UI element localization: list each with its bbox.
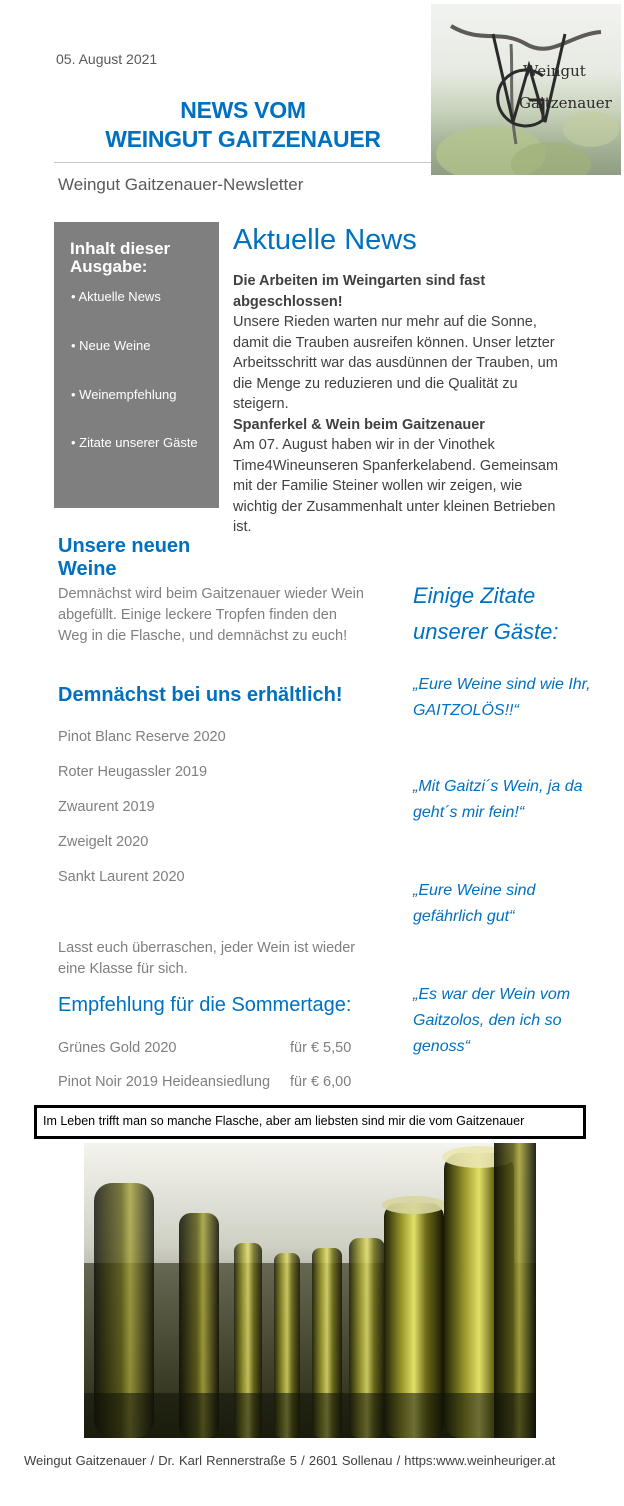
footer-address: Weingut Gaitzenauer / Dr. Karl Rennerstraße 5 / 2601 Sollenau / https:www.weinheuriger.at <box>24 1453 556 1468</box>
wine-bottles-photo <box>84 1143 536 1438</box>
toc-item-neue-weine[interactable]: • Neue Weine <box>71 338 151 353</box>
new-wines-heading <box>58 535 190 581</box>
newsletter-subtitle: Weingut Gaitzenauer-Newsletter <box>58 175 304 194</box>
news-subheading-work: Die Arbeiten im Weingarten sind fast abgeschlossen! <box>233 273 486 310</box>
slogan-text: Im Leben trifft man so manche Flasche, aber am liebsten sind mir die vom Gaitzenauer <box>43 1114 525 1128</box>
toc-title <box>70 240 170 276</box>
new-wines-text: Demnächst wird beim Gaitzenauer wieder Wein abgefüllt. Einige leckere Tropfen finden den Weg in die Flasche, und demnächst zu euch! <box>58 586 364 644</box>
guest-quote: „Es war der Wein vom Gaitzolos, den ich so genoss“ <box>413 986 571 1055</box>
news-text-event: Am 07. August haben wir in der Vinothek Time4Wineunseren Spanferkelabend. Gemeinsam mit der Familie Steiner wollen wir zeigen, wie wichtig der Zusammenhalt unter kleinen Betrieben ist. <box>233 437 559 535</box>
news-article <box>233 271 563 538</box>
new-wines-heading-line-1: Unsere neuen <box>58 535 191 557</box>
recommendation-wine-price: für € 6,00 <box>290 1074 352 1090</box>
newsletter-date: 05. August 2021 <box>56 51 158 67</box>
winery-logo <box>431 4 621 175</box>
logo-text-weingut: Weingut <box>523 62 586 80</box>
table-of-contents <box>54 222 219 508</box>
bottles-artwork <box>84 1143 536 1438</box>
guest-quote: „Eure Weine sind gefährlich gut“ <box>413 882 536 925</box>
news-text-work: Unsere Rieden warten nur mehr auf die Sonne, damit die Trauben ausreifen können. Unser letzter Arbeitsschritt war das ausdünnen der Trauben, um die Menge zu reduzieren und die Qualität zu steigern. <box>233 314 558 412</box>
news-subheading-event: Spanferkel & Wein beim Gaitzenauer <box>233 416 485 433</box>
wine-list-item: Zwaurent 2019 <box>58 799 155 815</box>
page-title-line-1: NEWS VOM <box>180 97 306 123</box>
news-heading: Aktuelle News <box>233 224 417 256</box>
slogan-banner <box>34 1105 586 1139</box>
wine-list-item: Sankt Laurent 2020 <box>58 869 185 885</box>
page-title <box>60 96 426 154</box>
new-wines-heading-line-2: Weine <box>58 558 117 580</box>
guest-quote: „Mit Gaitzi´s Wein, ja da geht´s mir fein!“ <box>413 778 583 821</box>
toc-item-zitate[interactable]: • Zitate unserer Gäste <box>71 435 198 450</box>
logo-text-gaitzenauer: Gaitzenauer <box>519 94 612 112</box>
toc-title-line-2: Ausgabe: <box>70 257 148 276</box>
recommendation-wine-name: Grünes Gold 2020 <box>58 1040 177 1056</box>
toc-title-line-1: Inhalt dieser <box>70 239 171 258</box>
recommendation-heading: Empfehlung für die Sommertage: <box>58 994 352 1016</box>
coming-soon-heading: Demnächst bei uns erhältlich! <box>58 684 343 706</box>
toc-item-weinempfehlung[interactable]: • Weinempfehlung <box>71 387 177 402</box>
logo-artwork <box>431 4 621 175</box>
wine-list-item: Roter Heugassler 2019 <box>58 764 208 780</box>
surprise-text: Lasst euch überraschen, jeder Wein ist wieder eine Klasse für sich. <box>58 940 356 977</box>
recommendation-wine-name: Pinot Noir 2019 Heideansiedlung <box>58 1074 271 1090</box>
wine-list-item: Zweigelt 2020 <box>58 834 149 850</box>
page-title-line-2: WEINGUT GAITZENAUER <box>105 126 381 152</box>
toc-item-aktuelle-news[interactable]: • Aktuelle News <box>71 289 161 304</box>
header-divider <box>54 162 432 163</box>
wine-list-item: Pinot Blanc Reserve 2020 <box>58 729 226 745</box>
recommendation-wine-price: für € 5,50 <box>290 1040 352 1056</box>
guest-quote: „Eure Weine sind wie Ihr, GAITZOLÖS!!“ <box>413 676 591 719</box>
quotes-heading: Einige Zitate unserer Gäste: <box>413 583 559 644</box>
